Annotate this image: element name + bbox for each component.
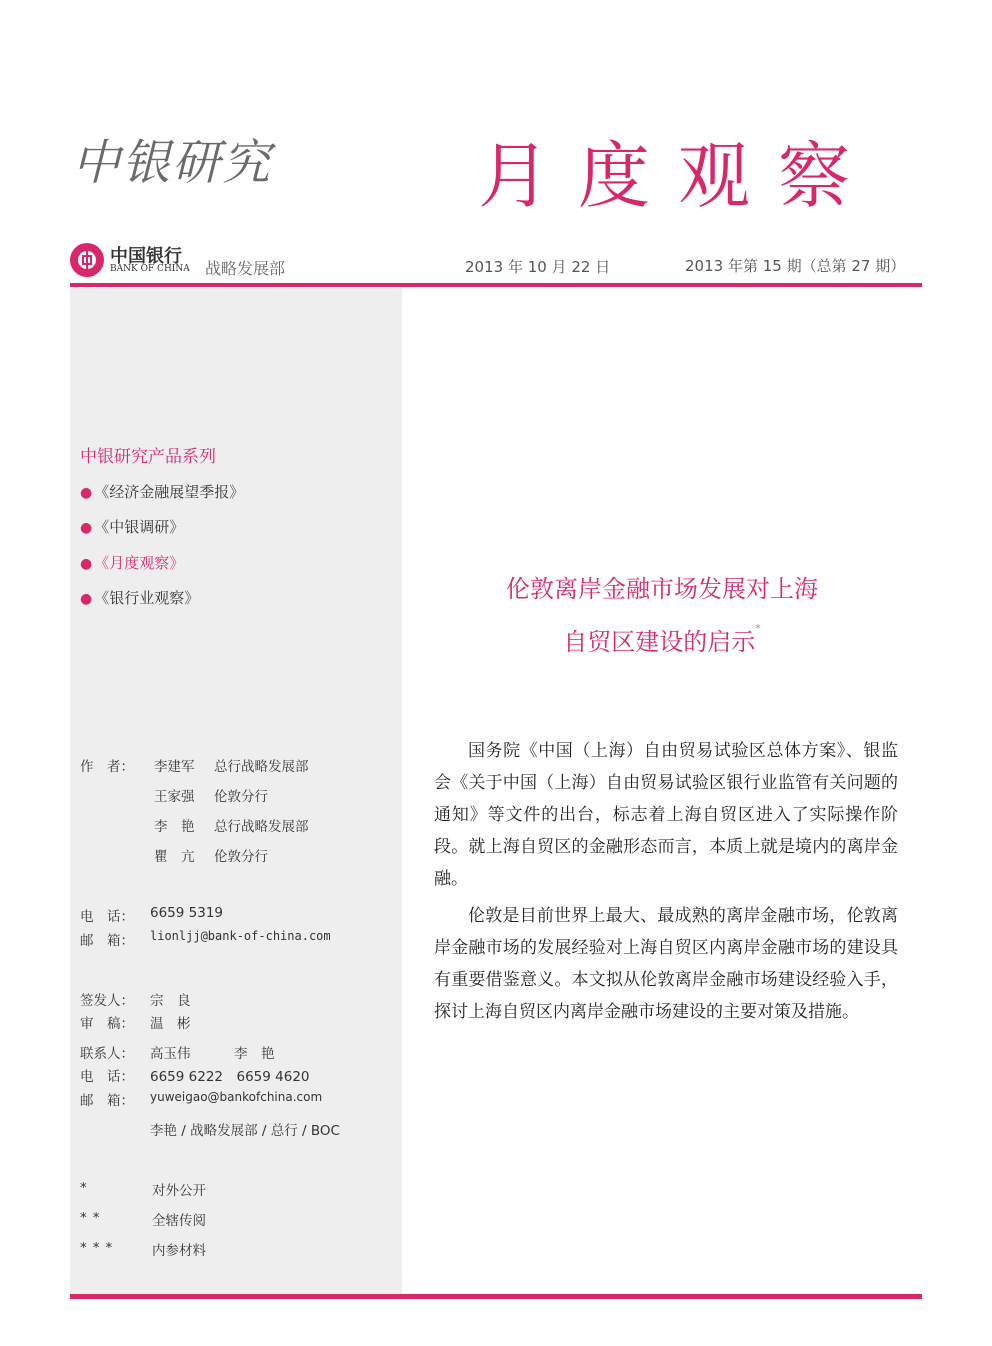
bullet-icon: ● <box>80 485 93 501</box>
series-item[interactable]: ● 《经济金融展望季报》 <box>80 483 245 501</box>
reviewer-label: 审 稿： <box>80 1016 134 1032</box>
reviewer-name: 温 彬 <box>150 1016 191 1032</box>
phone-label: 电 话： <box>80 909 134 925</box>
title-footnote-mark: * <box>755 622 761 635</box>
class-mark: *** <box>80 1240 119 1256</box>
top-divider <box>70 283 922 287</box>
author-unit: 总行战略发展部 <box>214 819 309 835</box>
author-name: 李建军 <box>154 759 195 775</box>
contact-name: 李 艳 <box>234 1046 275 1062</box>
issue-number: 2013 年第 15 期（总第 27 期） <box>685 257 906 275</box>
brush-logo: 中银研究 <box>72 135 273 191</box>
issuer-label: 签发人： <box>80 993 134 1009</box>
author-name: 王家强 <box>154 789 195 805</box>
bullet-icon: ● <box>80 520 93 536</box>
publish-date: 2013 年 10 月 22 日 <box>465 258 611 276</box>
issuer-name: 宗 良 <box>150 993 191 1009</box>
brand-name-en: BANK OF CHINA <box>110 264 190 274</box>
article-paragraph: 伦敦是目前世界上最大、最成熟的离岸金融市场，伦敦离岸金融市场的发展经验对上海自贸区内离岸金融市场的建设具有重要借鉴意义。本文拟从伦敦离岸金融市场建设经验入手，探讨上海自贸区内离岸金融市场建设的主要对策及措施。 <box>434 906 898 1022</box>
article-paragraph: 国务院《中国（上海）自由贸易试验区总体方案》、银监会《关于中国（上海）自由贸易试验区银行业监管有关问题的通知》等文件的出台，标志着上海自贸区进入了实际操作阶段。就上海自贸区的金融形态而言，本质上就是境内的离岸金融。 <box>434 741 898 889</box>
article-title-line2: 自贸区建设的启示* <box>563 622 761 656</box>
phone-numbers: 6659 6222 6659 4620 <box>150 1069 310 1085</box>
publication-title: 月度观察 <box>478 134 879 218</box>
series-item-active[interactable]: ● 《月度观察》 <box>80 554 185 572</box>
bullet-icon: ● <box>80 556 93 572</box>
series-item[interactable]: ● 《中银调研》 <box>80 518 185 536</box>
authors-label: 作 者： <box>80 759 134 775</box>
class-mark: * <box>80 1180 93 1196</box>
class-mark: ** <box>80 1210 106 1226</box>
class-label: 对外公开 <box>152 1183 206 1199</box>
bottom-divider <box>70 1294 922 1299</box>
email-label: 邮 箱： <box>80 1093 134 1109</box>
email-label: 邮 箱： <box>80 933 134 949</box>
series-title: 中银研究产品系列 <box>80 447 216 467</box>
class-label: 内参材料 <box>152 1243 206 1259</box>
author-unit: 总行战略发展部 <box>214 759 309 775</box>
class-label: 全辖传阅 <box>152 1213 206 1229</box>
contact-name: 高玉伟 <box>150 1046 191 1062</box>
brand-name-cn: 中国银行 <box>110 246 182 267</box>
bank-logo-icon <box>70 243 104 277</box>
series-item[interactable]: ● 《银行业观察》 <box>80 589 200 607</box>
author-name: 李 艳 <box>154 819 195 835</box>
department: 战略发展部 <box>205 259 286 278</box>
email-link[interactable]: lionljj@bank-of-china.com <box>150 929 331 943</box>
mail-route: 李艳 / 战略发展部 / 总行 / BOC <box>150 1123 340 1139</box>
bullet-icon: ● <box>80 591 93 607</box>
author-unit: 伦敦分行 <box>214 789 268 805</box>
author-name: 瞿 亢 <box>154 849 195 865</box>
author-unit: 伦敦分行 <box>214 849 268 865</box>
phone-label: 电 话： <box>80 1069 134 1085</box>
contact-label: 联系人： <box>80 1046 134 1062</box>
article-title-line1: 伦敦离岸金融市场发展对上海 <box>506 575 818 603</box>
phone-number: 6659 5319 <box>150 905 224 921</box>
email-link[interactable]: yuweigao@bankofchina.com <box>150 1090 323 1104</box>
